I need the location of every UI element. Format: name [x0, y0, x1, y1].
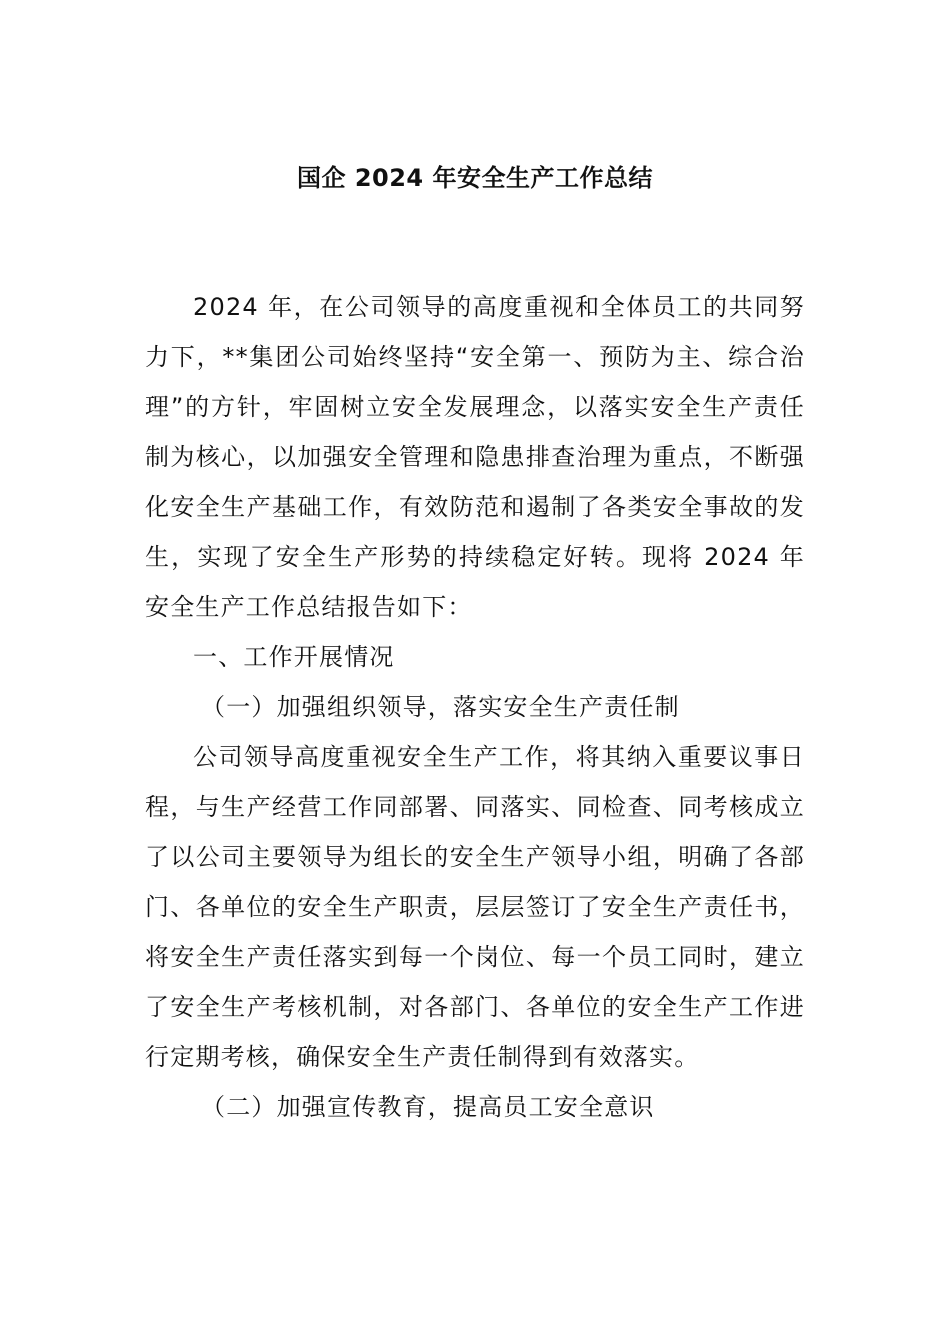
subsection-heading: （一）加强组织领导，落实安全生产责任制: [201, 693, 680, 721]
document-body: [145, 282, 805, 1132]
subsection-paragraph: 公司领导高度重视安全生产工作，将其纳入重要议事日程，与生产经营工作同部署、同落实、同检查、同考核成立了以公司主要领导为组长的安全生产领导小组，明确了各部门、各单位的安全生产职责，层层签订了安全生产责任书，将安全生产责任落实到每一个岗位、每一个员工同时，建立了安全生产考核机制，对各部门、各单位的安全生产工作进行定期考核，确保安全生产责任制得到有效落实。: [145, 743, 805, 1071]
document-title: 国企 2024 年安全生产工作总结: [296, 164, 653, 192]
subsection-heading: （二）加强宣传教育，提高员工安全意识: [201, 1093, 655, 1121]
section-heading: 一、工作开展情况: [193, 643, 395, 671]
intro-paragraph: 2024 年，在公司领导的高度重视和全体员工的共同努力下，**集团公司始终坚持“安全第一、预防为主、综合治理”的方针，牢固树立安全发展理念，以落实安全生产责任制为核心，以加强安全管理和隐患排查治理为重点，不断强化安全生产基础工作，有效防范和遏制了各类安全事故的发生，实现了安全生产形势的持续稳定好转。现将 2024 年安全生产工作总结报告如下：: [145, 293, 805, 621]
